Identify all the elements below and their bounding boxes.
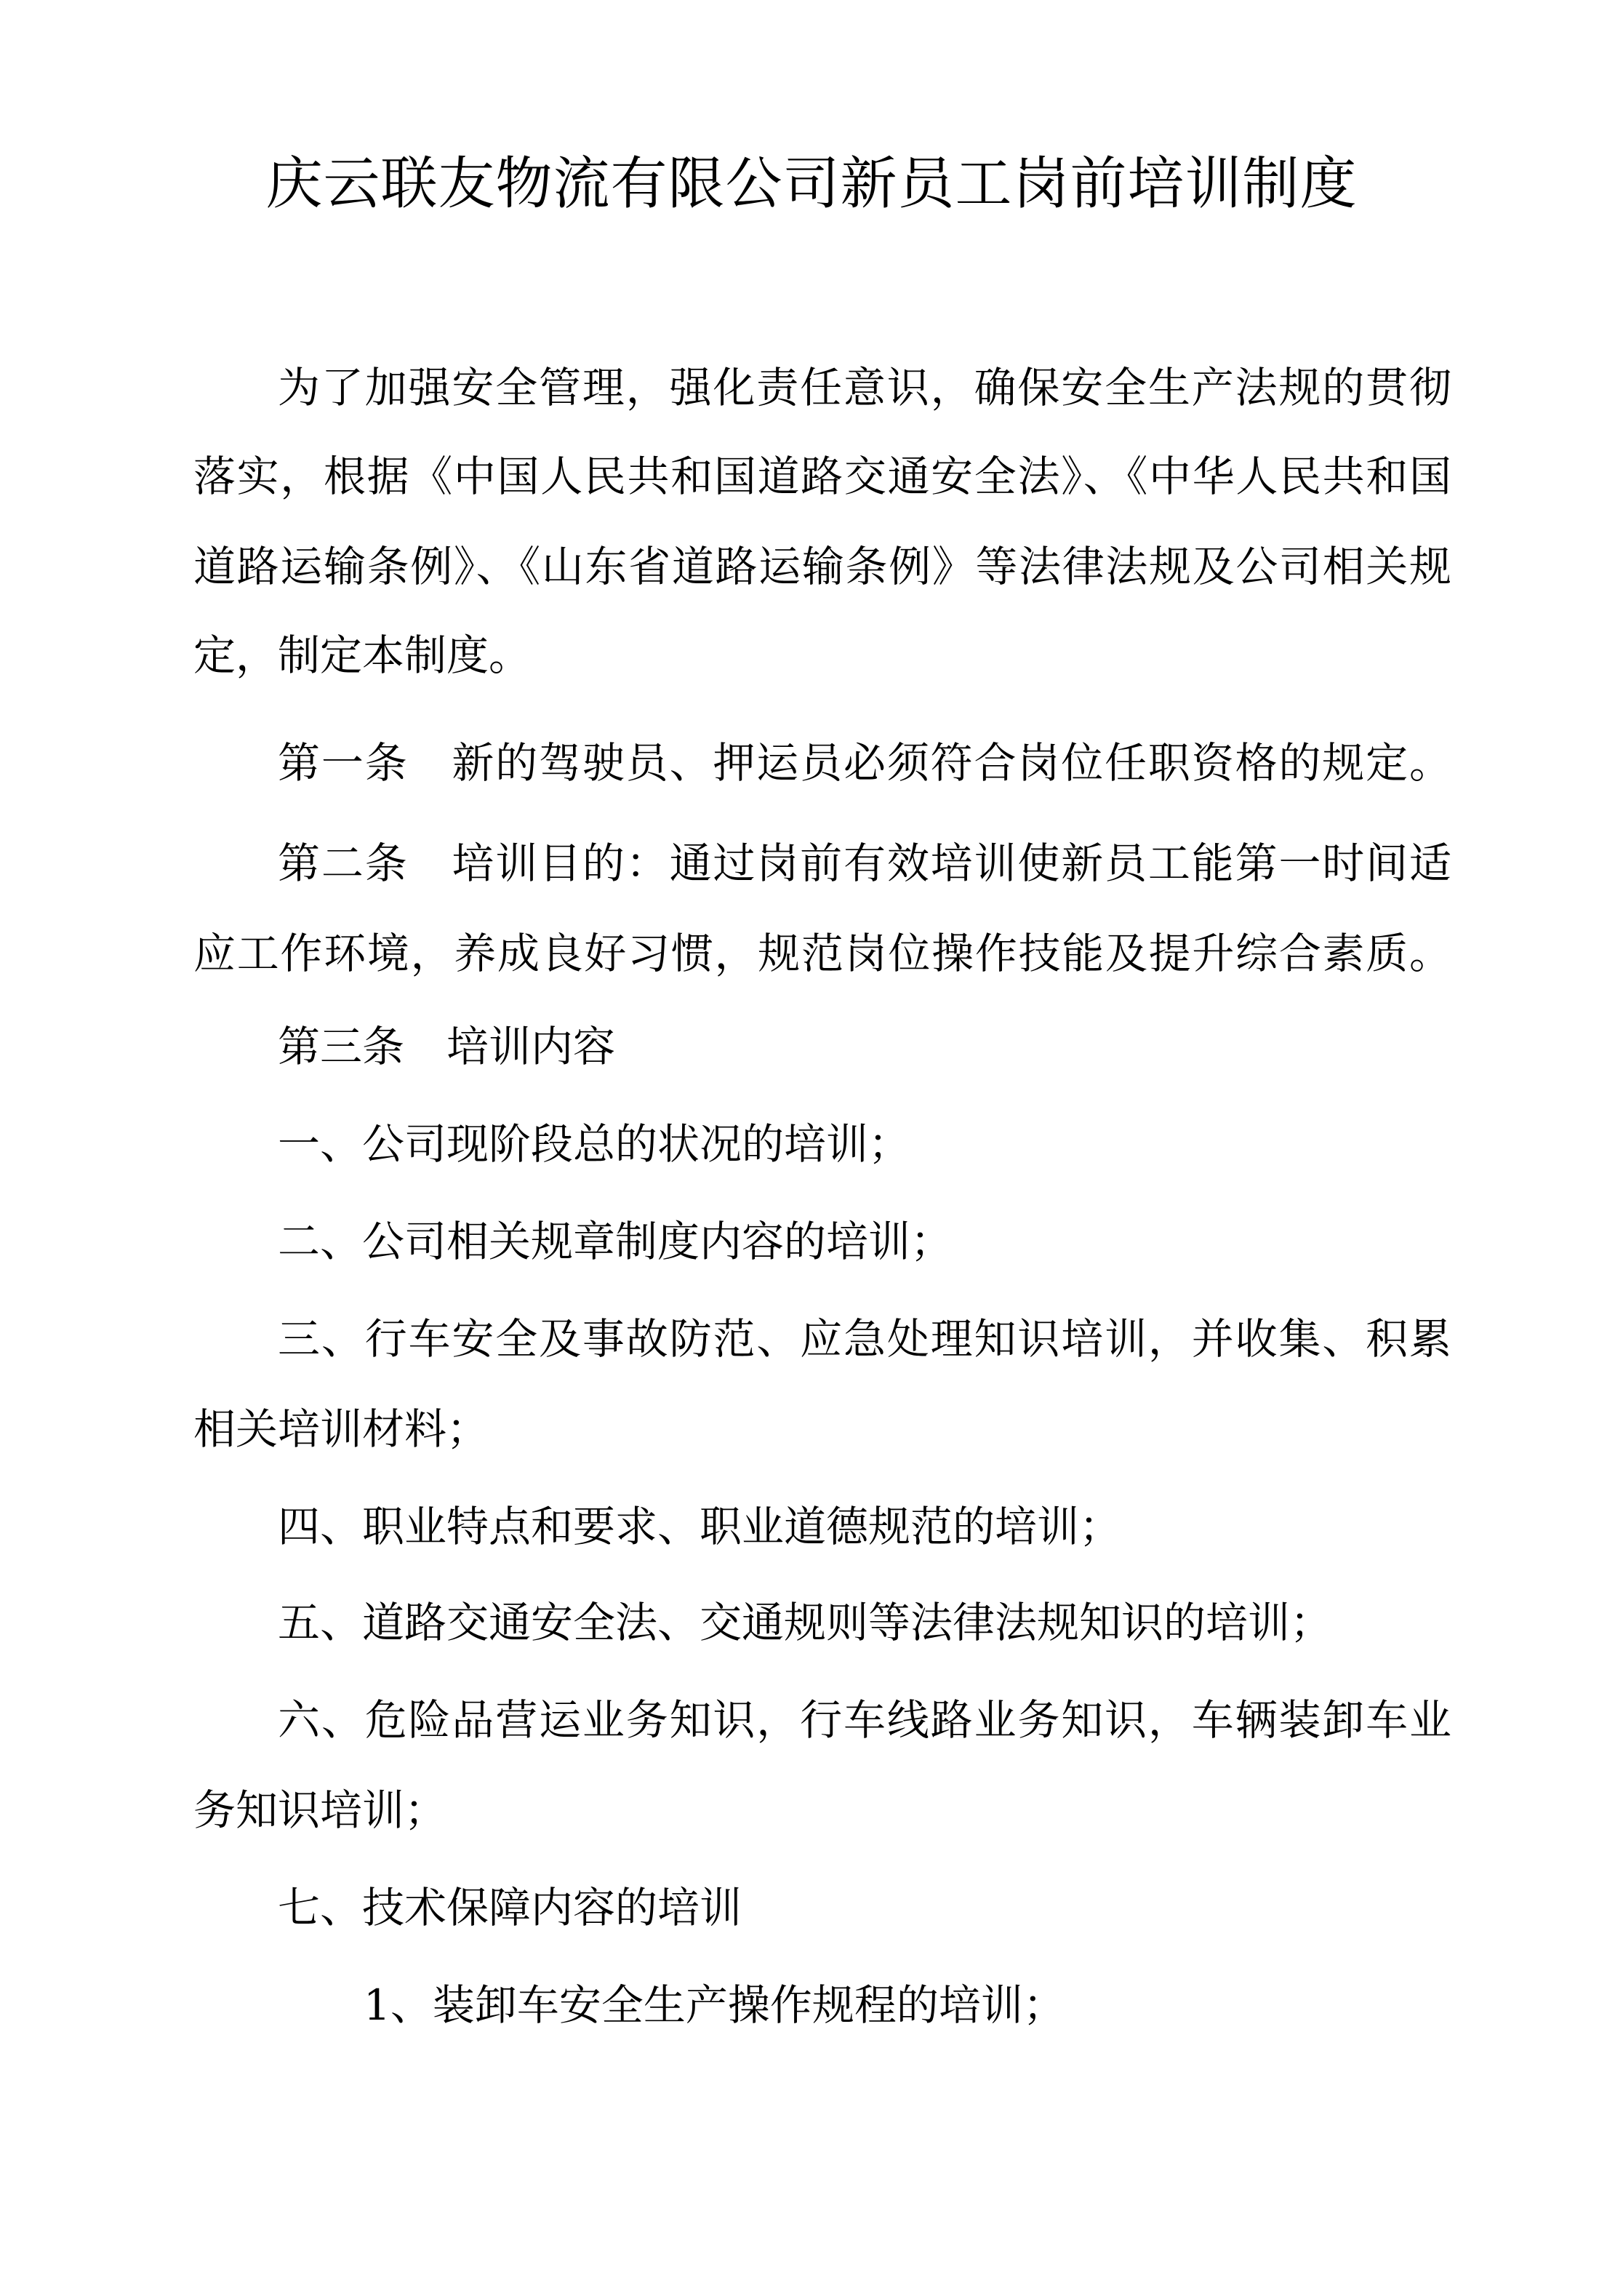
list-item: 务知识培训； xyxy=(193,1785,447,1835)
article-line: 第三条 培训内容 xyxy=(278,1022,616,1071)
sub-list-item: 1、装卸车安全生产操作规程的培训； xyxy=(364,1980,1065,2030)
list-item: 五、道路交通安全法、交通规则等法律法规知识的培训； xyxy=(278,1598,1333,1647)
list-item: 七、技术保障内容的培训 xyxy=(278,1883,742,1932)
list-item: 三、行车安全及事故防范、应急处理知识培训，并收集、积累 xyxy=(278,1314,1451,1364)
article-line: 应工作环境，养成良好习惯，规范岗位操作技能及提升综合素质。 xyxy=(193,929,1451,978)
paragraph-line: 为了加强安全管理，强化责任意识，确保安全生产法规的贯彻 xyxy=(278,363,1451,412)
list-item: 相关培训材料； xyxy=(193,1404,489,1454)
paragraph-line: 道路运输条例》、《山东省道路运输条例》等法律法规及公司相关规 xyxy=(193,542,1451,591)
list-item: 一、公司现阶段总的状况的培训； xyxy=(278,1119,911,1169)
list-item: 四、职业特点和要求、职业道德规范的培训； xyxy=(278,1502,1122,1551)
article-line: 第二条 培训目的：通过岗前有效培训使新员工能第一时间适 xyxy=(278,839,1451,888)
paragraph-line: 定，制定本制度。 xyxy=(193,631,532,680)
paragraph-line: 落实，根据《中国人民共和国道路交通安全法》、《中华人民共和国 xyxy=(193,452,1451,501)
list-item: 二、公司相关规章制度内容的培训； xyxy=(278,1217,953,1266)
article-line: 第一条 新的驾驶员、押运员必须符合岗位任职资格的规定。 xyxy=(278,738,1451,788)
list-item: 六、危险品营运业务知识，行车线路业务知识，车辆装卸车业 xyxy=(278,1695,1451,1745)
document-title: 庆云联友物流有限公司新员工岗前培训制度 xyxy=(265,151,1358,217)
